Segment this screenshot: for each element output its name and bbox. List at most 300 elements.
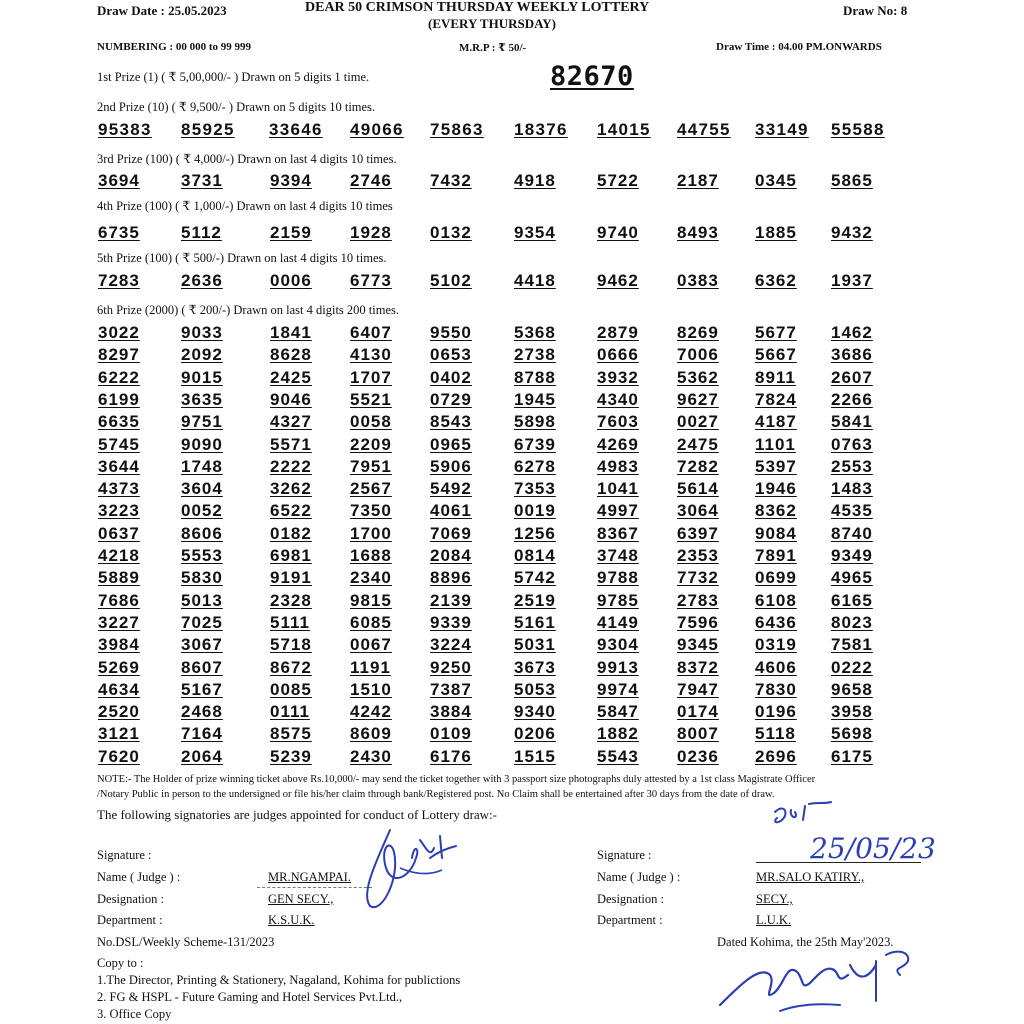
prize-number: 6165 — [831, 590, 873, 610]
prize-number: 5543 — [597, 746, 639, 766]
prize-number: 1707 — [350, 367, 392, 387]
prize-number: 7824 — [755, 389, 797, 409]
prize-number: 2746 — [350, 171, 392, 190]
prize-number: 2092 — [181, 345, 223, 365]
fifth-prize-row — [0, 271, 1024, 293]
prize-number: 7006 — [677, 345, 719, 365]
prize-number: 8297 — [98, 345, 140, 365]
prize-number: 0637 — [98, 523, 140, 543]
prize-number: 0174 — [677, 702, 719, 722]
prize-number: 3224 — [430, 635, 472, 655]
draw-number: Draw No: 8 — [843, 3, 908, 18]
prize-number: 8543 — [430, 412, 472, 432]
prize-number: 0058 — [350, 412, 392, 432]
prize-number: 4149 — [597, 612, 639, 632]
prize-number: 1462 — [831, 323, 873, 342]
copy-item: 3. Office Copy — [97, 1007, 172, 1021]
prize-number: 2209 — [350, 434, 392, 454]
prize-number: 2468 — [181, 702, 223, 722]
prize-number: 6199 — [98, 389, 140, 409]
prize-number: 1841 — [270, 323, 312, 342]
prize-number: 2430 — [350, 746, 392, 766]
prize-number: 7947 — [677, 679, 719, 699]
mrp-price: M.R.P : ₹ 50/- — [459, 42, 527, 54]
prize-number: 2607 — [831, 367, 873, 387]
prize-number: 18376 — [514, 120, 568, 139]
prize-number: 0067 — [350, 635, 392, 655]
prize-number: 1191 — [350, 657, 391, 677]
fifth-prize-label: 5th Prize (100) ( ₹ 500/-) Drawn on last 4 digits 10 times. — [97, 251, 387, 265]
prize-number: 8911 — [755, 367, 796, 387]
prize-number: 6522 — [270, 501, 312, 521]
prize-number: 2696 — [755, 746, 797, 766]
prize-number: 2187 — [677, 171, 719, 190]
prize-number: 3731 — [181, 171, 223, 190]
left-judge-department: K.S.U.K. — [268, 913, 315, 927]
prize-number: 5898 — [514, 412, 556, 432]
left-handwritten-signature — [330, 818, 470, 918]
prize-number: 9550 — [430, 323, 472, 342]
prize-number: 9090 — [181, 434, 223, 454]
prize-number: 8896 — [430, 568, 472, 588]
prize-number: 6436 — [755, 612, 797, 632]
prize-number: 1515 — [514, 746, 556, 766]
sixth-prize-label: 6th Prize (2000) ( ₹ 200/-) Drawn on last 4 digits 200 times. — [97, 303, 400, 317]
prize-number: 5269 — [98, 657, 140, 677]
prize-number: 4965 — [831, 568, 873, 588]
prize-number: 2783 — [677, 590, 719, 610]
prize-number: 7432 — [430, 171, 472, 190]
prize-number: 7596 — [677, 612, 719, 632]
prize-number: 0236 — [677, 746, 719, 766]
prize-number: 5614 — [677, 479, 719, 499]
prize-number: 5841 — [831, 412, 873, 432]
prize-number: 9740 — [597, 223, 639, 242]
sixth-prize-row — [0, 412, 1024, 434]
prize-number: 4918 — [514, 171, 556, 190]
prize-number: 7951 — [350, 456, 392, 476]
prize-number: 2139 — [430, 590, 472, 610]
prize-number: 4327 — [270, 412, 312, 432]
prize-number: 6773 — [350, 271, 392, 290]
note-line-1: NOTE:- The Holder of prize winning ticket above Rs.10,000/- may send the ticket together with 3 passport size photographs duly attested by a 1st class Magistrate Officer — [97, 774, 816, 785]
prize-number: 2738 — [514, 345, 556, 365]
prize-number: 8372 — [677, 657, 719, 677]
prize-number: 7603 — [597, 412, 639, 432]
prize-number: 7282 — [677, 456, 719, 476]
prize-number: 5677 — [755, 323, 797, 342]
prize-number: 3262 — [270, 479, 312, 499]
prize-number: 5571 — [270, 434, 312, 454]
prize-number: 5112 — [181, 223, 222, 242]
prize-number: 8628 — [270, 345, 312, 365]
prize-number: 2567 — [350, 479, 392, 499]
prize-number: 0006 — [270, 271, 312, 290]
prize-number: 2425 — [270, 367, 312, 387]
prize-number: 44755 — [677, 120, 731, 139]
prize-number: 9340 — [514, 702, 556, 722]
prize-number: 1256 — [514, 523, 556, 543]
left-judge-designation: GEN SECY., — [268, 892, 334, 906]
prize-number: 5239 — [270, 746, 312, 766]
prize-number: 2222 — [270, 456, 312, 476]
prize-number: 5111 — [270, 612, 310, 632]
prize-number: 0109 — [430, 724, 472, 744]
prize-number: 5865 — [831, 171, 873, 190]
prize-number: 95383 — [98, 120, 152, 139]
prize-number: 2879 — [597, 323, 639, 342]
prize-number: 8672 — [270, 657, 312, 677]
prize-number: 4997 — [597, 501, 639, 521]
prize-number: 0319 — [755, 635, 797, 655]
prize-number: 0196 — [755, 702, 797, 722]
prize-number: 0653 — [430, 345, 472, 365]
right-judge-name: MR.SALO KATIRY., — [756, 870, 865, 884]
prize-number: 4130 — [350, 345, 392, 365]
prize-number: 7686 — [98, 590, 140, 610]
prize-number: 5718 — [270, 635, 312, 655]
prize-number: 8493 — [677, 223, 719, 242]
prize-number: 0965 — [430, 434, 472, 454]
prize-number: 2084 — [430, 546, 472, 565]
third-prize-label: 3rd Prize (100) ( ₹ 4,000/-) Drawn on last 4 digits 10 times. — [97, 152, 397, 166]
prize-number: 7620 — [98, 746, 140, 766]
sixth-prize-row — [0, 724, 1024, 746]
prize-number: 5830 — [181, 568, 223, 588]
prize-number: 9349 — [831, 546, 873, 565]
sixth-prize-row — [0, 323, 1024, 345]
prize-number: 9462 — [597, 271, 639, 290]
prize-number: 6635 — [98, 412, 140, 432]
prize-number: 1510 — [350, 679, 392, 699]
prize-number: 5102 — [430, 271, 472, 290]
first-prize-label: 1st Prize (1) ( ₹ 5,00,000/- ) Drawn on 5 digits 1 time. — [97, 70, 370, 84]
prize-number: 5492 — [430, 479, 472, 499]
prize-number: 8607 — [181, 657, 223, 677]
sixth-prize-row — [0, 501, 1024, 523]
prize-number: 9345 — [677, 635, 719, 655]
prize-number: 0132 — [430, 223, 472, 242]
prize-number: 3227 — [98, 612, 140, 632]
prize-number: 6739 — [514, 434, 556, 454]
prize-number: 33646 — [269, 120, 323, 139]
prize-number: 75863 — [430, 120, 484, 139]
prize-number: 5053 — [514, 679, 556, 699]
sixth-prize-row — [0, 546, 1024, 568]
prize-number: 6362 — [755, 271, 797, 290]
prize-number: 8269 — [677, 323, 719, 342]
draw-time: Draw Time : 04.00 PM.ONWARDS — [716, 41, 882, 53]
sixth-prize-row — [0, 390, 1024, 412]
prize-number: 5698 — [831, 724, 873, 744]
prize-number: 4535 — [831, 501, 873, 521]
prize-number: 6735 — [98, 223, 140, 242]
prize-number: 2340 — [350, 568, 392, 588]
prize-number: 8007 — [677, 724, 719, 744]
prize-number: 2159 — [270, 223, 312, 242]
left-judge-name: MR.NGAMPAI. — [268, 870, 351, 884]
prize-number: 2328 — [270, 590, 312, 610]
prize-number: 0111 — [270, 702, 310, 722]
prize-number: 49066 — [350, 120, 404, 139]
sixth-prize-row — [0, 524, 1024, 546]
prize-number: 1937 — [831, 271, 873, 290]
prize-number: 0383 — [677, 271, 719, 290]
prize-number: 6175 — [831, 746, 873, 766]
prize-number: 9015 — [181, 367, 223, 387]
prize-number: 0182 — [270, 523, 312, 543]
prize-number: 5745 — [98, 434, 140, 454]
prize-number: 5031 — [514, 635, 556, 655]
prize-number: 5013 — [181, 590, 223, 610]
left-name-label: Name ( Judge ) : — [97, 870, 181, 884]
prize-number: 4373 — [98, 479, 140, 499]
prize-number: 7830 — [755, 679, 797, 699]
prize-number: 3067 — [181, 635, 223, 655]
left-designation-label: Designation : — [97, 892, 165, 906]
sixth-prize-row — [0, 457, 1024, 479]
prize-number: 3022 — [98, 323, 140, 342]
prize-number: 9785 — [597, 590, 639, 610]
prize-number: 3958 — [831, 702, 873, 722]
prize-number: 5553 — [181, 546, 223, 565]
prize-number: 9084 — [755, 523, 797, 543]
prize-number: 1700 — [350, 523, 392, 543]
prize-number: 8609 — [350, 724, 392, 744]
fourth-prize-row — [0, 223, 1024, 245]
prize-number: 4983 — [597, 456, 639, 476]
prize-number: 0402 — [430, 367, 472, 387]
prize-number: 3984 — [98, 635, 140, 655]
prize-number: 5667 — [755, 345, 797, 365]
lottery-subtitle: (EVERY THURSDAY) — [428, 16, 557, 31]
prize-number: 7283 — [98, 271, 140, 290]
copy-to-label: Copy to : — [97, 956, 144, 970]
prize-number: 9658 — [831, 679, 873, 699]
prize-number: 5847 — [597, 702, 639, 722]
sixth-prize-row — [0, 702, 1024, 724]
prize-number: 4061 — [430, 501, 472, 521]
prize-number: 6108 — [755, 590, 797, 610]
sixth-prize-row — [0, 680, 1024, 702]
sixth-prize-row — [0, 658, 1024, 680]
prize-number: 4269 — [597, 434, 639, 454]
prize-number: 0814 — [514, 546, 556, 565]
prize-number: 2636 — [181, 271, 223, 290]
prize-number: 5397 — [755, 456, 797, 476]
prize-number: 5362 — [677, 367, 719, 387]
prize-number: 1748 — [181, 456, 223, 476]
judges-intro: The following signatories are judges appointed for conduct of Lottery draw:- — [97, 807, 497, 822]
prize-number: 8606 — [181, 523, 223, 543]
prize-number: 0206 — [514, 724, 556, 744]
prize-number: 6407 — [350, 323, 392, 342]
prize-number: 7387 — [430, 679, 472, 699]
sixth-prize-row — [0, 635, 1024, 657]
prize-number: 3748 — [597, 546, 639, 565]
prize-number: 6397 — [677, 523, 719, 543]
dated-line: Dated Kohima, the 25th May'2023. — [717, 935, 894, 949]
prize-number: 1946 — [755, 479, 797, 499]
prize-number: 4242 — [350, 702, 392, 722]
prize-number: 7069 — [430, 523, 472, 543]
prize-number: 2353 — [677, 546, 719, 565]
sixth-prize-row — [0, 591, 1024, 613]
prize-number: 3604 — [181, 479, 223, 499]
prize-number: 5368 — [514, 323, 556, 342]
prize-number: 0052 — [181, 501, 223, 521]
prize-number: 3694 — [98, 171, 140, 190]
prize-number: 1885 — [755, 223, 797, 242]
prize-number: 7353 — [514, 479, 556, 499]
prize-number: 1688 — [350, 546, 392, 565]
first-prize-number: 82670 — [550, 61, 634, 92]
right-designation-label: Designation : — [597, 892, 665, 906]
prize-number: 9339 — [430, 612, 472, 632]
draw-date: Draw Date : 25.05.2023 — [97, 3, 227, 18]
prize-number: 0222 — [831, 657, 873, 677]
prize-number: 3673 — [514, 657, 556, 677]
copy-item: 1.The Director, Printing & Stationery, Nagaland, Kohima for publictions — [97, 973, 461, 987]
prize-number: 1882 — [597, 724, 639, 744]
prize-number: 6176 — [430, 746, 472, 766]
prize-number: 0345 — [755, 171, 797, 190]
prize-number: 0729 — [430, 389, 472, 409]
prize-number: 1483 — [831, 479, 873, 499]
prize-number: 3644 — [98, 456, 140, 476]
prize-number: 33149 — [755, 120, 809, 139]
lottery-title: DEAR 50 CRIMSON THURSDAY WEEKLY LOTTERY — [305, 0, 650, 15]
prize-number: 7581 — [831, 635, 873, 655]
prize-number: 4340 — [597, 389, 639, 409]
right-judge-department: L.U.K. — [756, 913, 792, 927]
prize-number: 5906 — [430, 456, 472, 476]
prize-number: 7891 — [755, 546, 797, 565]
prize-number: 6981 — [270, 546, 312, 565]
third-prize-row — [0, 171, 1024, 193]
sixth-prize-row — [0, 747, 1024, 769]
prize-number: 9354 — [514, 223, 556, 242]
prize-number: 0019 — [514, 501, 556, 521]
prize-number: 5521 — [350, 389, 392, 409]
prize-number: 5742 — [514, 568, 556, 588]
bottom-handwritten-signature — [700, 945, 960, 1024]
prize-number: 3686 — [831, 345, 873, 365]
left-signature-label: Signature : — [97, 848, 152, 862]
prize-number: 4218 — [98, 546, 140, 565]
prize-number: 1945 — [514, 389, 556, 409]
right-signature-label: Signature : — [597, 848, 652, 862]
prize-number: 9191 — [270, 568, 312, 588]
prize-number: 0085 — [270, 679, 312, 699]
sixth-prize-row — [0, 613, 1024, 635]
prize-number: 9033 — [181, 323, 223, 342]
prize-number: 5722 — [597, 171, 639, 190]
prize-number: 6085 — [350, 612, 392, 632]
prize-number: 6222 — [98, 367, 140, 387]
prize-number: 2519 — [514, 590, 556, 610]
prize-number: 3635 — [181, 389, 223, 409]
note-line-2: /Notary Public in person to the undersigned or file his/her claim through bank/Registered post. No Claim shall be entertained after 30 days from the date of draw. — [97, 789, 775, 800]
prize-number: 9394 — [270, 171, 312, 190]
prize-number: 9627 — [677, 389, 719, 409]
prize-number: 0763 — [831, 434, 873, 454]
handwritten-date-text: 25/05/23 — [810, 832, 936, 865]
sixth-prize-row — [0, 368, 1024, 390]
right-judge-designation: SECY., — [756, 892, 793, 906]
prize-number: 9304 — [597, 635, 639, 655]
prize-number: 55588 — [831, 120, 885, 139]
prize-number: 7732 — [677, 568, 719, 588]
sixth-prize-row — [0, 345, 1024, 367]
prize-number: 2064 — [181, 746, 223, 766]
prize-number: 4634 — [98, 679, 140, 699]
prize-number: 1101 — [755, 434, 796, 454]
copy-item: 2. FG & HSPL - Future Gaming and Hotel Services Pvt.Ltd., — [97, 990, 403, 1004]
prize-number: 8367 — [597, 523, 639, 543]
prize-number: 1041 — [597, 479, 639, 499]
prize-number: 9046 — [270, 389, 312, 409]
reference-number: No.DSL/Weekly Scheme-131/2023 — [97, 935, 275, 949]
prize-number: 4187 — [755, 412, 797, 432]
prize-number: 2520 — [98, 702, 140, 722]
sixth-prize-row — [0, 435, 1024, 457]
sixth-prize-row — [0, 479, 1024, 501]
prize-number: 2553 — [831, 456, 873, 476]
numbering-range: NUMBERING : 00 000 to 99 999 — [97, 41, 251, 53]
prize-number: 3884 — [430, 702, 472, 722]
second-prize-row — [0, 120, 1024, 142]
prize-number: 1928 — [350, 223, 392, 242]
left-department-label: Department : — [97, 913, 163, 927]
prize-number: 8575 — [270, 724, 312, 744]
prize-number: 0666 — [597, 345, 639, 365]
prize-number: 9913 — [597, 657, 639, 677]
prize-number: 9974 — [597, 679, 639, 699]
prize-number: 3932 — [597, 367, 639, 387]
fourth-prize-label: 4th Prize (100) ( ₹ 1,000/-) Drawn on last 4 digits 10 times — [97, 199, 393, 213]
right-name-label: Name ( Judge ) : — [597, 870, 681, 884]
prize-number: 9815 — [350, 590, 392, 610]
prize-number: 8023 — [831, 612, 873, 632]
prize-number: 9432 — [831, 223, 873, 242]
right-department-label: Department : — [597, 913, 663, 927]
right-handwritten-date — [765, 800, 1005, 870]
prize-number: 5161 — [514, 612, 556, 632]
sixth-prize-row — [0, 568, 1024, 590]
prize-number: 5167 — [181, 679, 223, 699]
prize-number: 2266 — [831, 389, 873, 409]
prize-number: 4606 — [755, 657, 797, 677]
prize-number: 5889 — [98, 568, 140, 588]
prize-number: 5118 — [755, 724, 796, 744]
prize-number: 6278 — [514, 456, 556, 476]
second-prize-label: 2nd Prize (10) ( ₹ 9,500/- ) Drawn on 5 digits 10 times. — [97, 100, 376, 114]
prize-number: 8740 — [831, 523, 873, 543]
prize-number: 8788 — [514, 367, 556, 387]
prize-number: 0027 — [677, 412, 719, 432]
prize-number: 14015 — [597, 120, 651, 139]
prize-number: 9250 — [430, 657, 472, 677]
prize-number: 3121 — [98, 724, 140, 744]
prize-number: 4418 — [514, 271, 556, 290]
prize-number: 85925 — [181, 120, 235, 139]
prize-number: 8362 — [755, 501, 797, 521]
prize-number: 7164 — [181, 724, 223, 744]
prize-number: 7025 — [181, 612, 223, 632]
prize-number: 9788 — [597, 568, 639, 588]
prize-number: 7350 — [350, 501, 392, 521]
